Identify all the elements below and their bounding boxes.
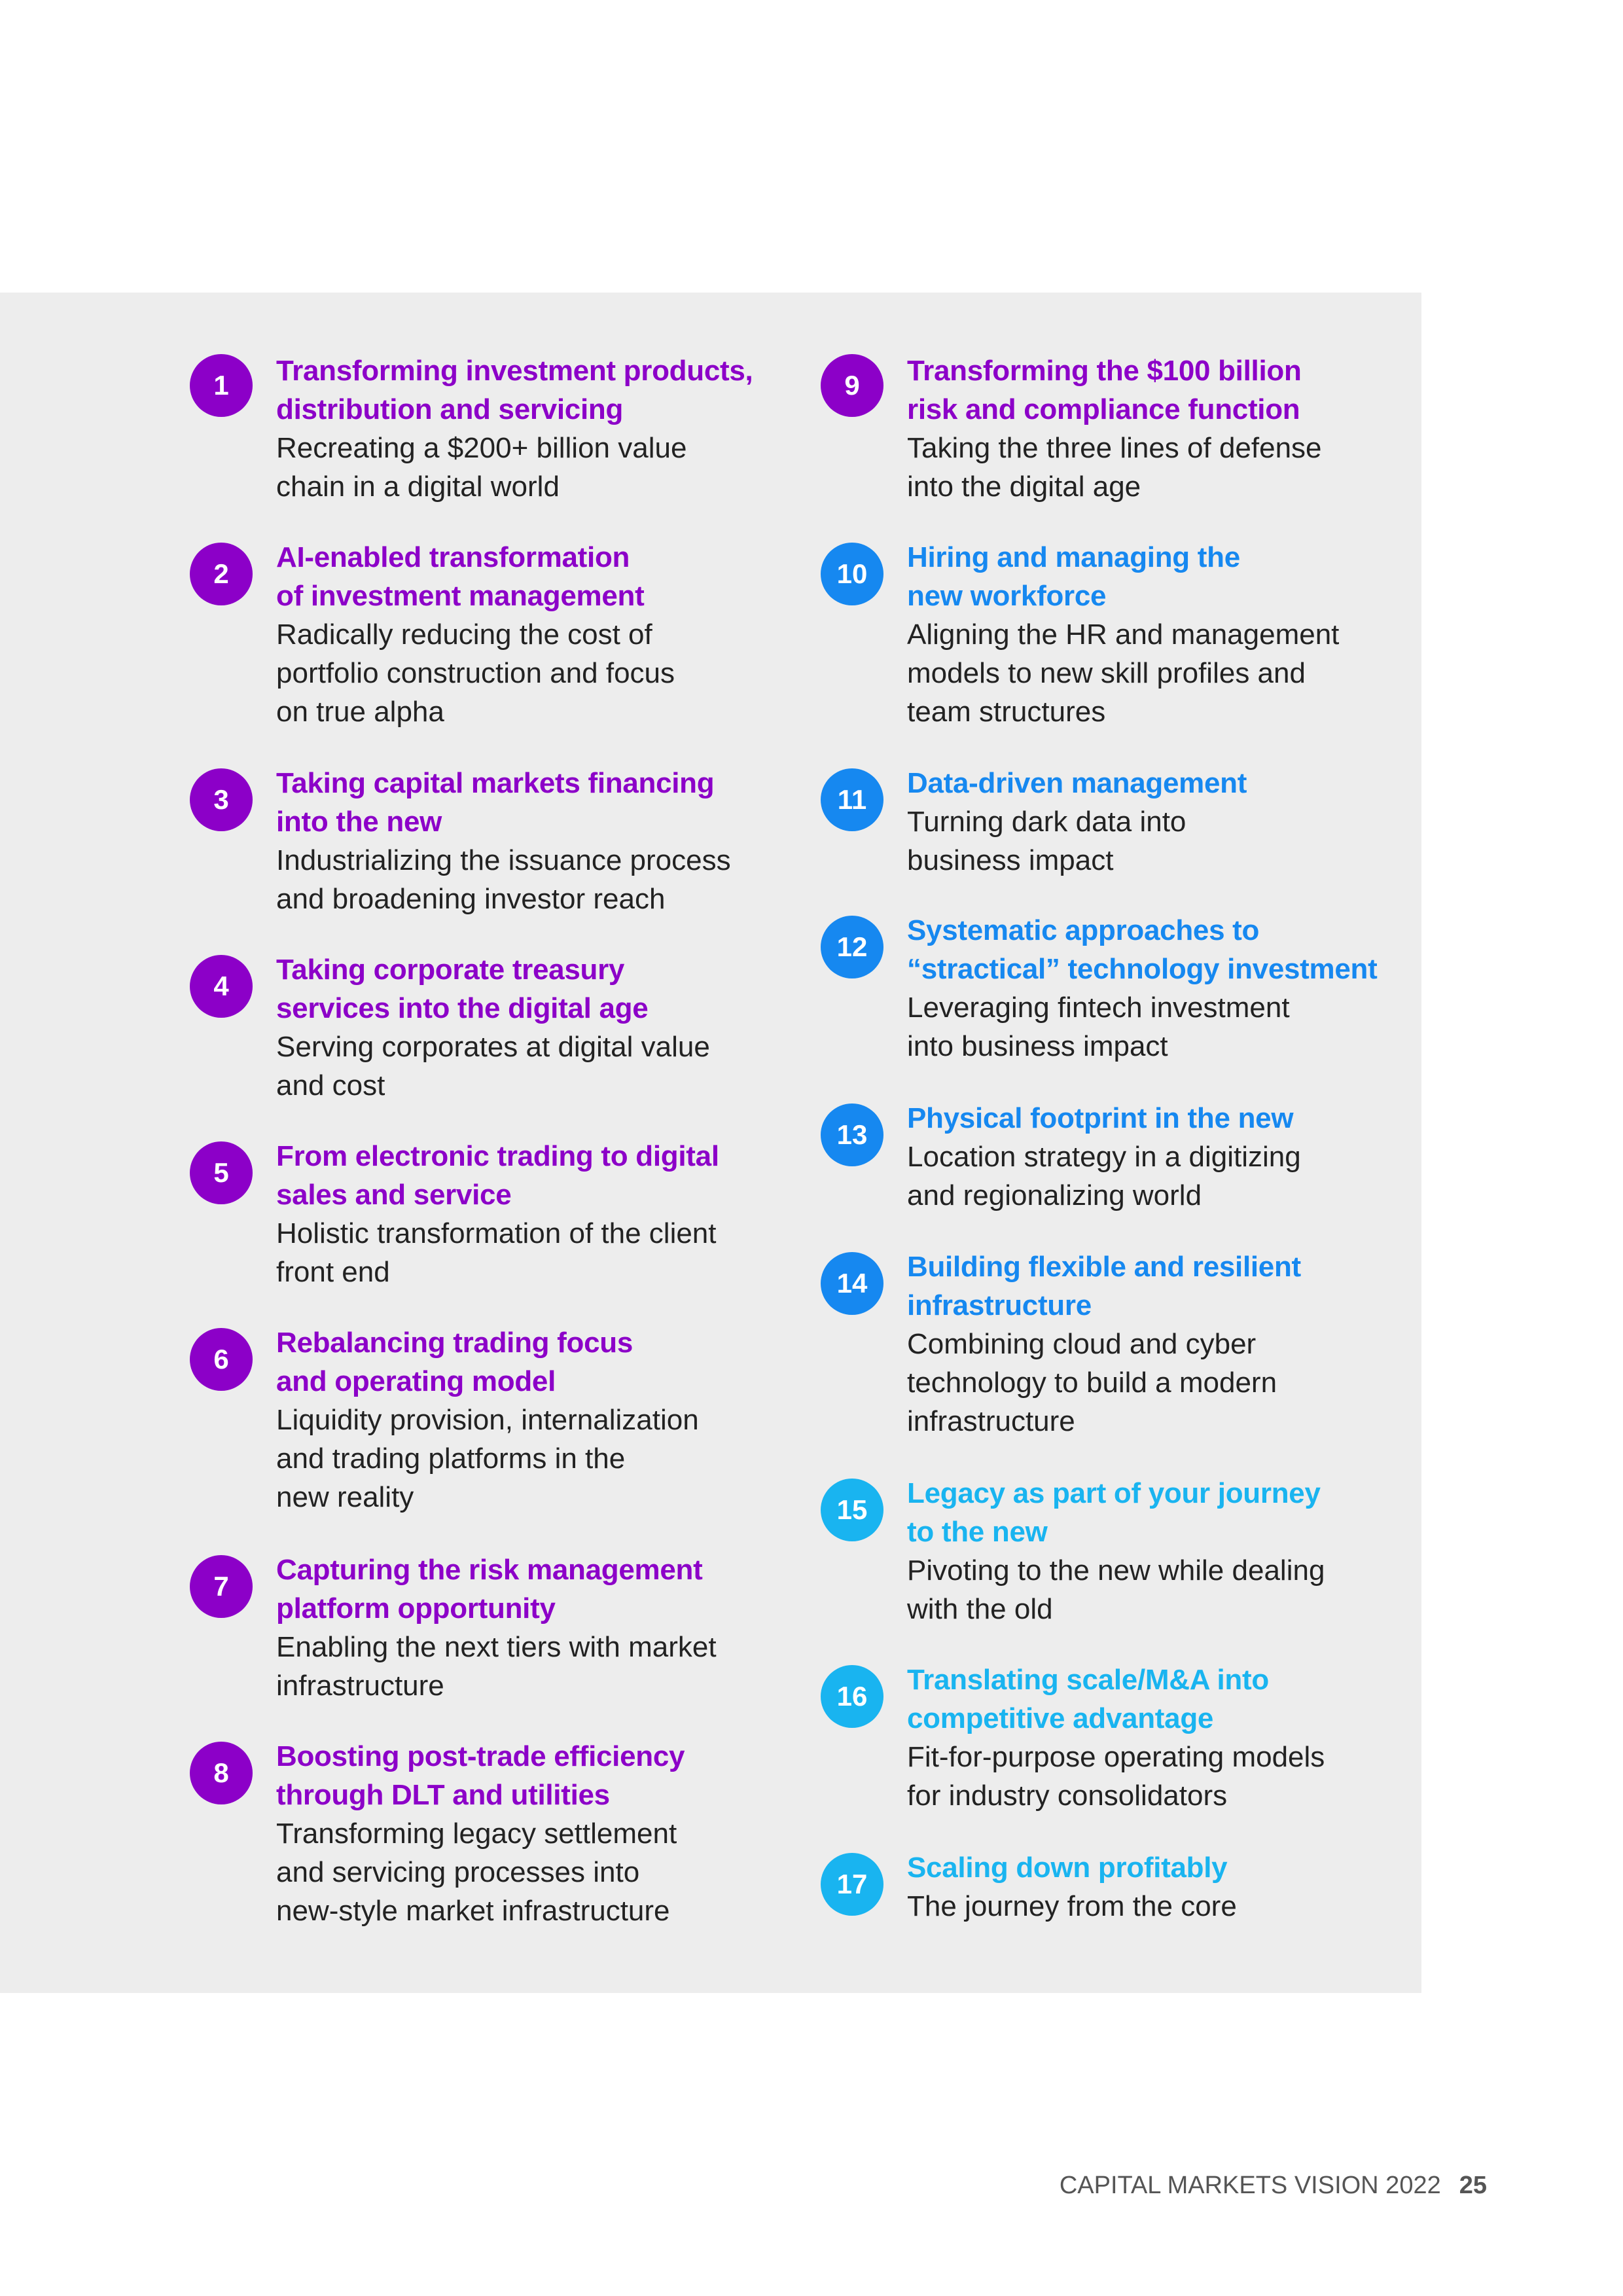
item-title: Translating scale/M&A into competitive advantage (907, 1664, 1269, 1734)
number-badge: 2 (190, 543, 253, 605)
item-text (907, 1099, 1431, 1215)
item-description: Liquidity provision, internalization and trading platforms in the new reality (276, 1404, 699, 1513)
item-title: Transforming the $100 billion risk and compliance function (907, 355, 1302, 425)
number-badge: 12 (821, 916, 883, 978)
number-badge: 11 (821, 768, 883, 831)
number-badge: 6 (190, 1328, 253, 1391)
number-badge: 17 (821, 1853, 883, 1916)
item-description: Industrializing the issuance process and broadening investor reach (276, 844, 731, 915)
number-badge: 9 (821, 354, 883, 417)
item-title: Building flexible and resilient infrastructure (907, 1251, 1301, 1321)
item-title: AI-enabled transformation of investment management (276, 541, 645, 612)
item-title: Scaling down profitably (907, 1852, 1228, 1884)
item-title: Capturing the risk management platform opportunity (276, 1554, 703, 1624)
item-text (907, 1474, 1431, 1628)
item-title: Transforming investment products, distribution and servicing (276, 355, 753, 425)
page-number: 25 (1459, 2172, 1487, 2199)
item-description: Serving corporates at digital value and cost (276, 1031, 710, 1102)
item-description: Radically reducing the cost of portfolio construction and focus on true alpha (276, 619, 675, 728)
number-badge: 5 (190, 1141, 253, 1204)
item-text (907, 538, 1431, 731)
item-description: Location strategy in a digitizing and regionalizing world (907, 1141, 1301, 1211)
item-title: Legacy as part of your journey to the new (907, 1477, 1321, 1548)
item-description: Taking the three lines of defense into the digital age (907, 432, 1322, 503)
number-badge: 7 (190, 1555, 253, 1618)
number-badge: 3 (190, 768, 253, 831)
item-description: Combining cloud and cyber technology to build a modern infrastructure (907, 1328, 1277, 1437)
item-text (276, 1737, 800, 1930)
item-title: Boosting post-trade efficiency through DLT and utilities (276, 1740, 685, 1811)
item-text (276, 538, 800, 731)
number-badge: 16 (821, 1665, 883, 1728)
item-description: Recreating a $200+ billion value chain in a digital world (276, 432, 687, 503)
item-title: Physical footprint in the new (907, 1102, 1294, 1134)
item-text (907, 911, 1431, 1066)
item-text (907, 351, 1431, 506)
item-title: Taking corporate treasury services into the digital age (276, 954, 649, 1024)
item-title: Systematic approaches to “stractical” technology investment (907, 914, 1378, 985)
item-description: Turning dark data into business impact (907, 806, 1186, 876)
item-text (276, 1323, 800, 1516)
item-text (907, 1247, 1431, 1441)
item-description: Holistic transformation of the client front end (276, 1217, 717, 1288)
item-text (907, 1848, 1431, 1926)
item-text (907, 764, 1431, 880)
item-description: Enabling the next tiers with market infrastructure (276, 1631, 717, 1702)
item-title: Rebalancing trading focus and operating model (276, 1327, 633, 1397)
item-title: Data-driven management (907, 767, 1247, 799)
item-description: Leveraging fintech investment into business impact (907, 992, 1290, 1062)
item-title: Taking capital markets financing into the new (276, 767, 715, 838)
item-description: Pivoting to the new while dealing with the old (907, 1554, 1325, 1625)
item-text (276, 764, 800, 918)
item-title: From electronic trading to digital sales and service (276, 1140, 719, 1211)
number-badge: 13 (821, 1103, 883, 1166)
item-description: Transforming legacy settlement and servicing processes into new-style market infrastructure (276, 1818, 677, 1927)
number-badge: 14 (821, 1252, 883, 1315)
number-badge: 1 (190, 354, 253, 417)
item-description: Aligning the HR and management models to new skill profiles and team structures (907, 619, 1340, 728)
number-badge: 10 (821, 543, 883, 605)
item-description: Fit-for-purpose operating models for industry consolidators (907, 1741, 1325, 1812)
number-badge: 15 (821, 1479, 883, 1541)
item-text (276, 950, 800, 1105)
number-badge: 4 (190, 955, 253, 1018)
item-text (276, 351, 800, 506)
content-panel (0, 293, 1421, 1993)
page-footer (1047, 2172, 1487, 2200)
publication-title: CAPITAL MARKETS VISION 2022 (1059, 2172, 1441, 2199)
item-text (276, 1137, 800, 1291)
item-description: The journey from the core (907, 1890, 1237, 1922)
item-title: Hiring and managing the new workforce (907, 541, 1240, 612)
number-badge: 8 (190, 1742, 253, 1804)
item-text (276, 1551, 800, 1705)
item-text (907, 1660, 1431, 1815)
